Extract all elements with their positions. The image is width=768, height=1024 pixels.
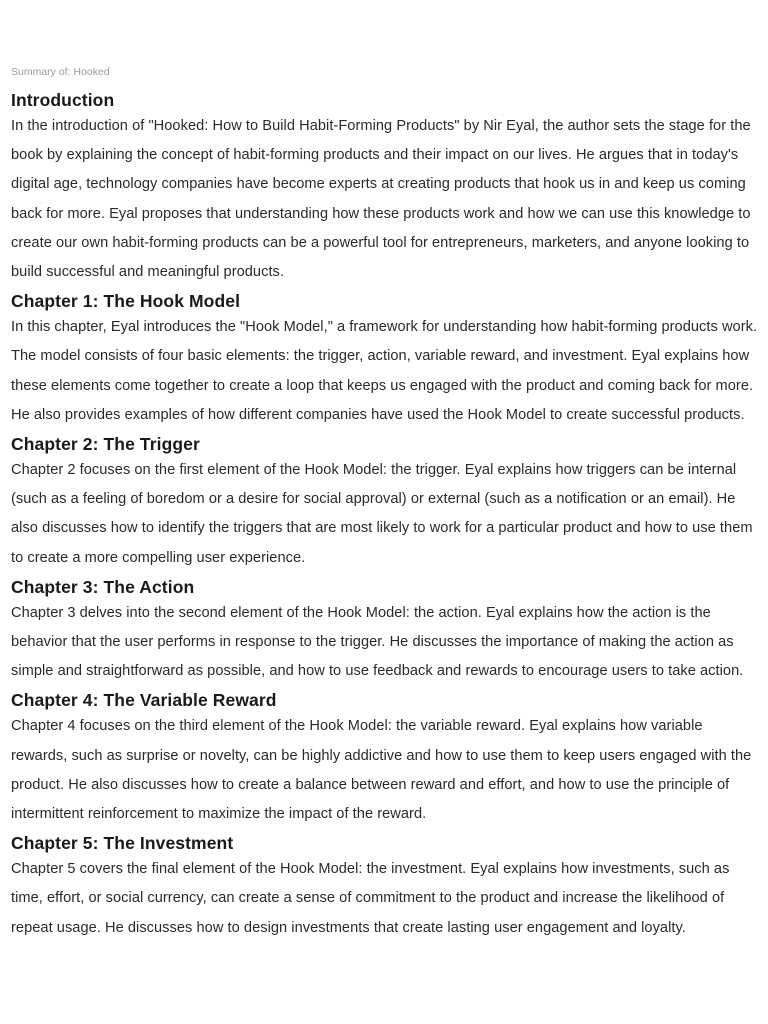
section-heading: Chapter 5: The Investment [11, 833, 234, 854]
section-heading: Chapter 2: The Trigger [11, 434, 200, 455]
section-body: Chapter 3 delves into the second element of the Hook Model: the action. Eyal explains how the action is the behavior that the user performs in response to the trigger. He discusses the importance of making the action as simple and straightforward as possible, and how to use feedback and rewards to encourage users to take action. [11, 604, 744, 680]
section-body: Chapter 2 focuses on the first element of the Hook Model: the trigger. Eyal explains how triggers can be internal (such as a feeling of boredom or a desire for social approval) or external (such as a notification or an email). He also discusses how to identify the triggers that are most likely to work for a particular product and how to use them to create a more compelling user experience. [11, 462, 753, 566]
section-body: In this chapter, Eyal introduces the "Hook Model," a framework for understanding how habit-forming products work. The model consists of four basic elements: the trigger, action, variable reward, and investment. Eyal explains how these elements come together to create a loop that keeps us engaged with the product and coming back for more. He also provides examples of how different companies have used the Hook Model to create successful products. [11, 319, 758, 423]
section-heading: Chapter 1: The Hook Model [11, 291, 241, 312]
section-heading: Introduction [11, 90, 115, 110]
document-label: Summary of: Hooked [11, 66, 110, 78]
section-introduction [11, 88, 759, 287]
section-body: Chapter 5 covers the final element of the Hook Model: the investment. Eyal explains how investments, such as time, effort, or social currency, can create a sense of commitment to the product and increase the likelihood of repeat usage. He discusses how to design investments that create lasting user engagement and loyalty. [11, 861, 730, 936]
section-chapter-2 [11, 432, 759, 573]
section-chapter-1 [11, 289, 759, 430]
section-heading: Chapter 4: The Variable Reward [11, 690, 277, 711]
section-heading: Chapter 3: The Action [11, 576, 195, 597]
section-body: Chapter 4 focuses on the third element of the Hook Model: the variable reward. Eyal explains how variable rewards, such as surprise or novelty, can be highly addictive and how to use them to keep users engaged with the product. He also discusses how to create a balance between reward and effort, and how to use the principle of intermittent reinforcement to maximize the impact of the reward. [11, 718, 752, 823]
section-chapter-3 [11, 575, 759, 687]
section-chapter-5 [11, 831, 759, 943]
section-body: In the introduction of "Hooked: How to Build Habit-Forming Products" by Nir Eyal, the author sets the stage for the book by explaining the concept of habit-forming products and their impact on our lives. He argues that in today's digital age, technology companies have become experts at creating products that hook us in and keep us coming back for more. Eyal proposes that understanding how these products work and how we can use this knowledge to create our own habit-forming products can be a powerful tool for entrepreneurs, marketers, and anyone looking to build successful and meaningful products. [11, 118, 751, 281]
section-chapter-4 [11, 688, 759, 829]
